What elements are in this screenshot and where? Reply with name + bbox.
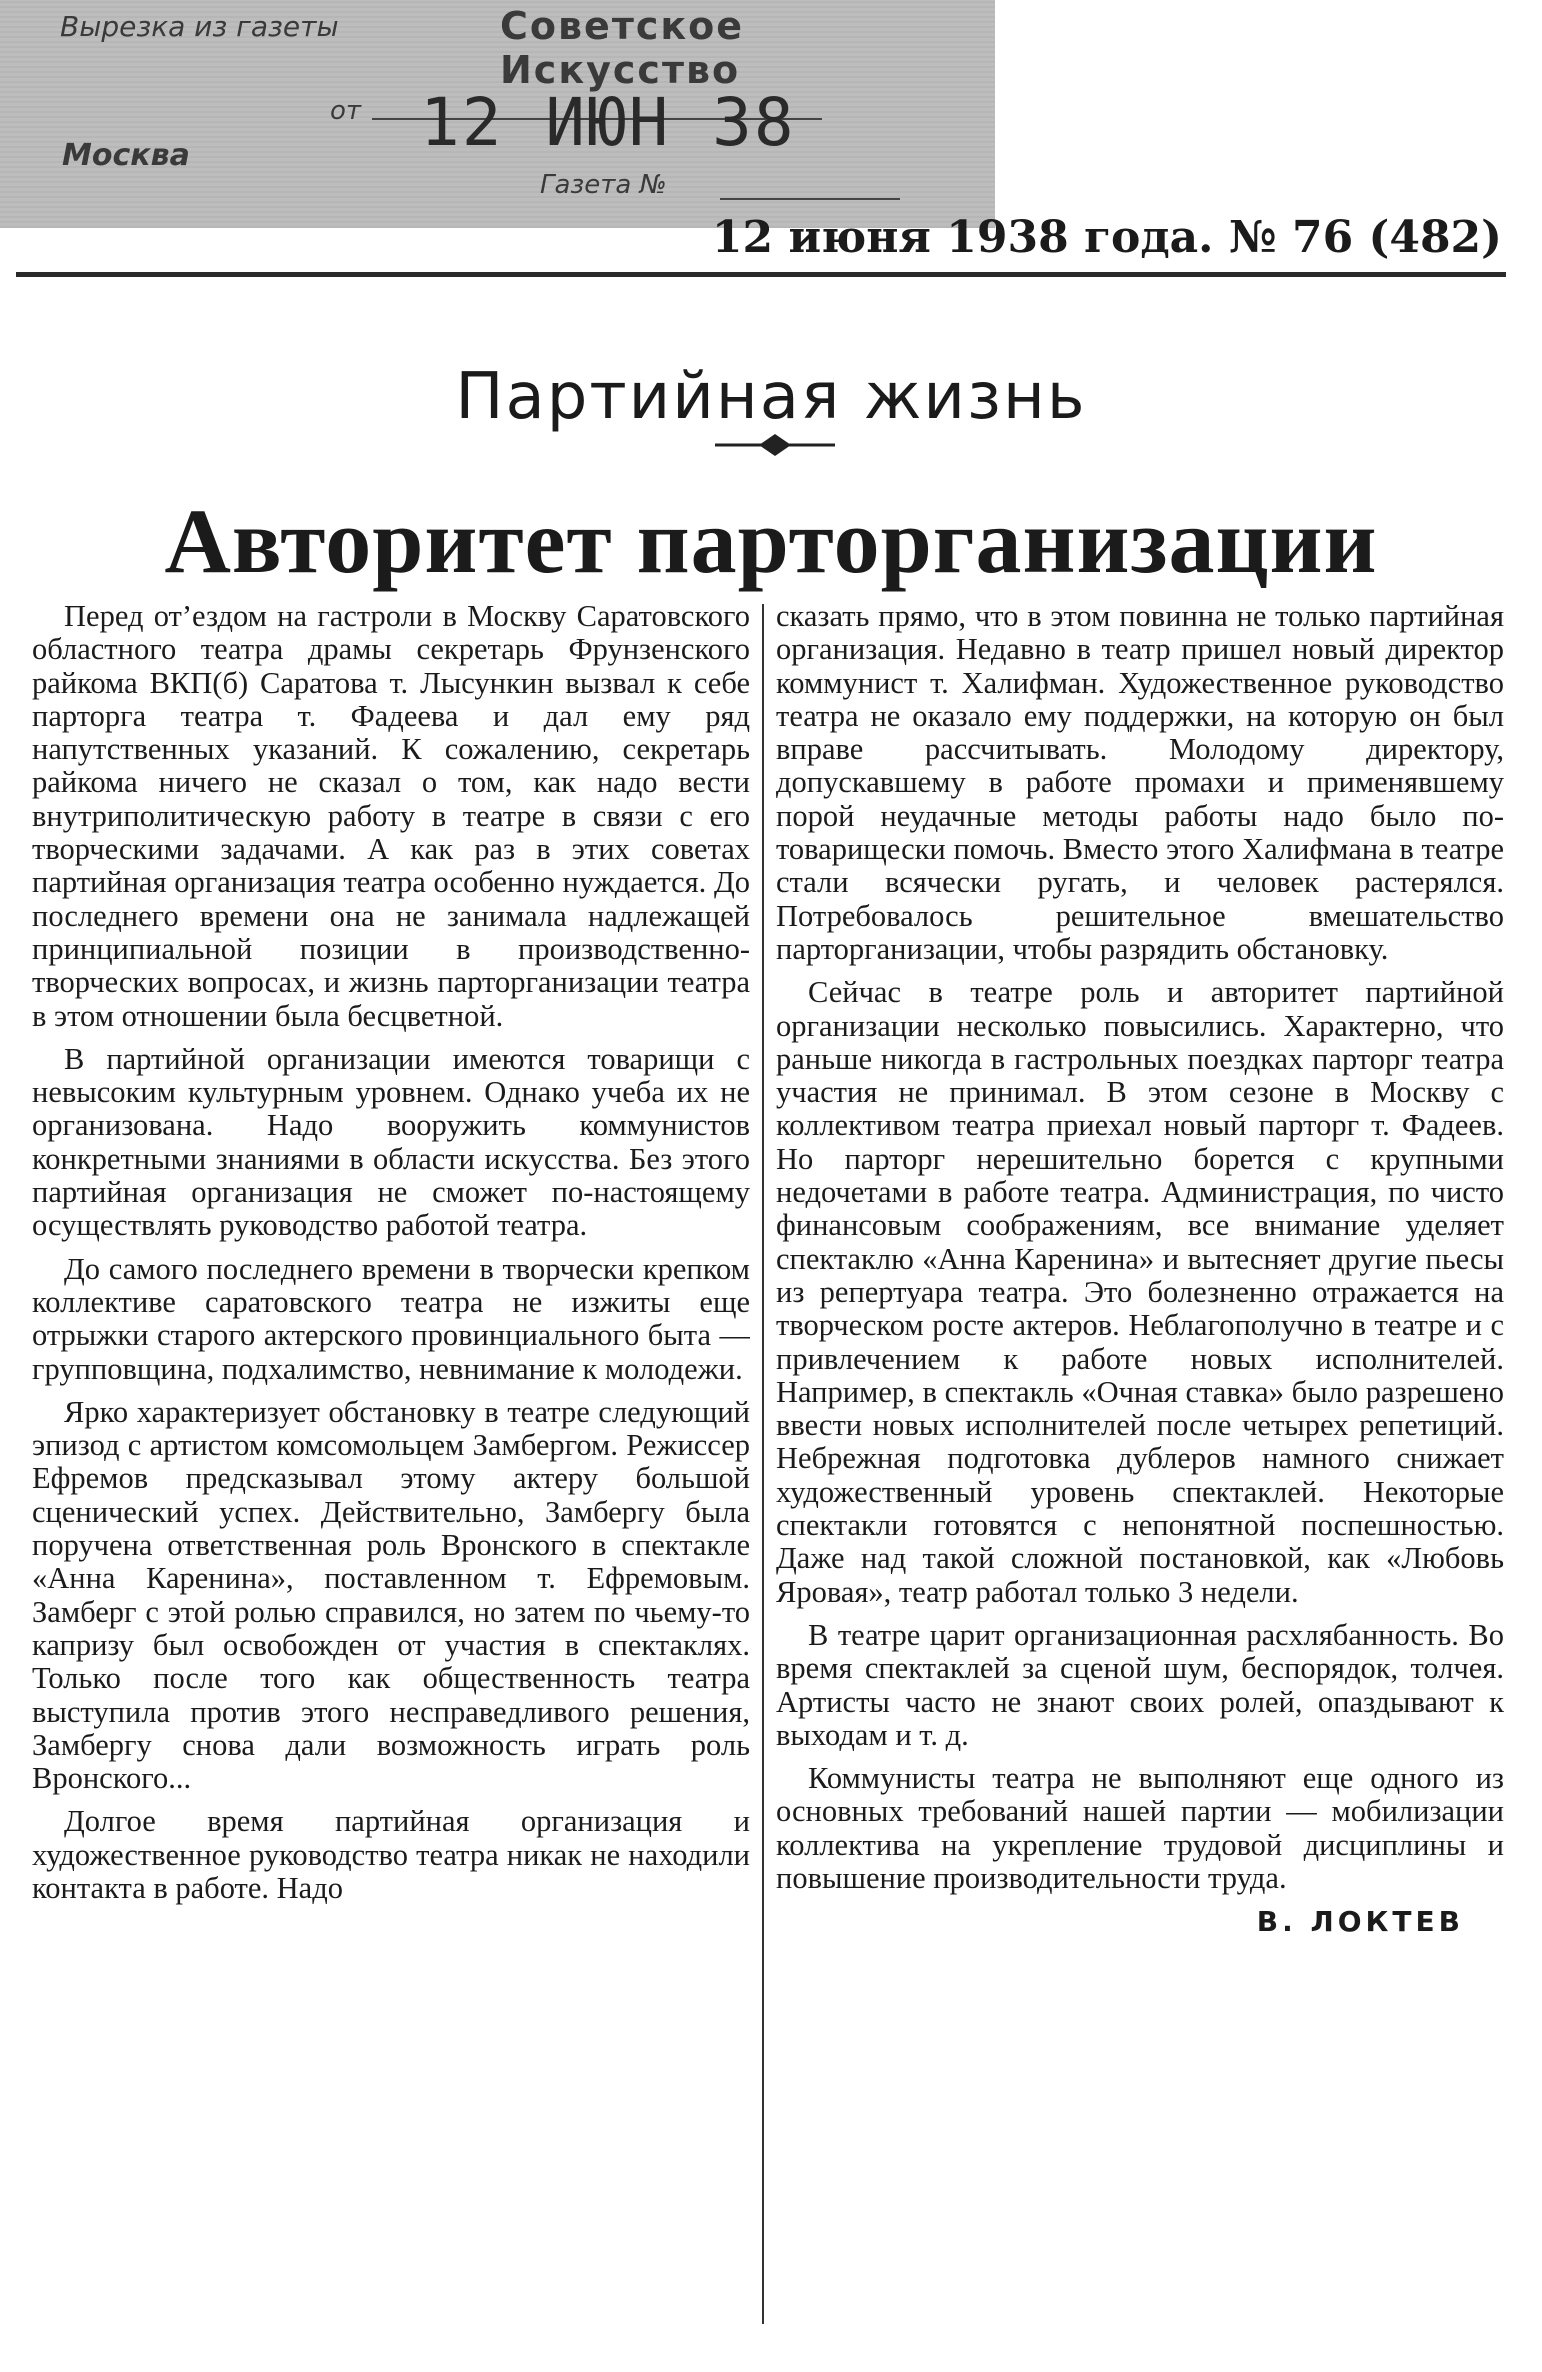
paragraph: До самого последнего времени в творчески крепком коллективе саратовского театра не изжиты еще отрыжки старого актерского провинциального быта — групповщина, подхалимство, невнимание к молодежи. (32, 1251, 750, 1386)
author-signature: В. ЛОКТЕВ (1256, 1905, 1464, 1939)
clipping-date-prefix: от (330, 96, 362, 126)
paragraph: В партийной организации имеются товарищи с невысоким культурным уровнем. Однако учеба их не организована. Надо вооружить коммунистов конкретными знаниями в области искусства. Без этого партийная организация не сможет по-настоящему осуществлять руководство работой театра. (32, 1041, 750, 1243)
paragraph: Перед от’ездом на гастроли в Москву Саратовского областного театра драмы секретарь Фрунзенского райкома ВКП(б) Саратова т. Лысункин вызвал к себе парторга театра т. Фадеева и дал ему ряд напутственных указаний. К сожалению, секретарь райкома ничего не сказал о том, как надо вести внутриполитическую работу в театре в связи с его творческими задачами. А как раз в этих советах партийная организация театра особенно нуждается. До последнего времени она не занимала надлежащей принципиальной позиции в производственно-творческих вопросах, и жизнь парторганизации театра в этом отношении была бесцветной. (32, 600, 750, 1033)
date-stamp: 12 ИЮН 38 (420, 84, 796, 161)
clipping-label (0, 0, 995, 228)
ornament-divider-icon (715, 430, 835, 460)
section-rubric: Партийная жизнь (455, 360, 1087, 434)
column-separator (762, 604, 764, 2324)
clipping-city: Москва (62, 138, 190, 173)
paragraph: Сейчас в театре роль и авторитет партийной организации несколько повысились. Характерно, что раньше никогда в гастрольных поездках парторг театра участия не принимал. В этом сезоне в Москву с коллективом театра приехал новый парторг т. Фадеев. Но парторг нерешительно борется с крупными недочетами в работе театра. Администрация, по чисто финансовым соображениям, все внимание уделяет спектаклю «Анна Каренина» и вытесняет другие пьесы из репертуара театра. Это болезненно отражается на творческом росте актеров. Неблагополучно в театре и с привлечением к работе новых исполнителей. Например, в спектакль «Очная ставка» было разрешено ввести новых исполнителей после четырех репетиций. Небрежная подготовка дублеров намного снижает художественный уровень спектаклей. Некоторые спектакли готовятся с непонятной поспешностью. Даже над такой сложной постановкой, как «Любовь Яровая», театр работал только 3 недели. (776, 975, 1504, 1609)
paragraph: Долгое время партийная организация и художественное руководство театра никак не находили контакта в работе. Надо (32, 1804, 750, 1905)
article-column-right (776, 600, 1504, 2320)
clipping-gazeta-number-label: Газета № (540, 170, 667, 200)
clipping-newspaper-name: Советское Искусство (500, 4, 745, 92)
article-column-left (32, 600, 750, 2320)
article-headline: Авторитет парторганизации (164, 490, 1378, 592)
clipping-gazeta-line (720, 198, 900, 200)
paragraph: В театре царит организационная расхлябанность. Во время спектаклей за сценой шум, беспорядок, толчея. Артисты часто не знают своих ролей, опаздывают к выходам и т. д. (776, 1617, 1504, 1752)
header-rule (16, 272, 1506, 277)
paragraph: сказать прямо, что в этом повинна не только партийная организация. Недавно в театр пришел новый директор коммунист т. Халифман. Художественное руководство театра не оказало ему поддержки, на которую он был вправе рассчитывать. Молодому директору, допускавшему в работе промахи и применявшему порой неудачные методы работы надо было по-товарищески помочь. Вместо этого Халифмана в театре стали всячески ругать, и человек растерялся. Потребовалось решительное вмешательство парторганизации, чтобы разрядить обстановку. (776, 600, 1504, 966)
clipping-from-label: Вырезка из газеты (60, 10, 339, 43)
paragraph: Коммунисты театра не выполняют еще одного из основных требований нашей партии — мобилизации коллектива на укрепление трудовой дисциплины и повышение производительности труда. (776, 1761, 1504, 1895)
issue-date-number: 12 июня 1938 года. № 76 (482) (711, 212, 1502, 263)
paragraph: Ярко характеризует обстановку в театре следующий эпизод с артистом комсомольцем Замбергом. Режиссер Ефремов предсказывал этому актеру большой сценический успех. Действительно, Замбергу была поручена ответственная роль Вронского в спектакле «Анна Каренина», поставленном т. Ефремовым. Замберг с этой ролью справился, но затем по чьему-то капризу был освобожден от участия в спектаклях. Только после того как общественность театра выступила против этого несправедливого решения, Замбергу снова дали возможность играть роль Вронского... (32, 1394, 750, 1796)
